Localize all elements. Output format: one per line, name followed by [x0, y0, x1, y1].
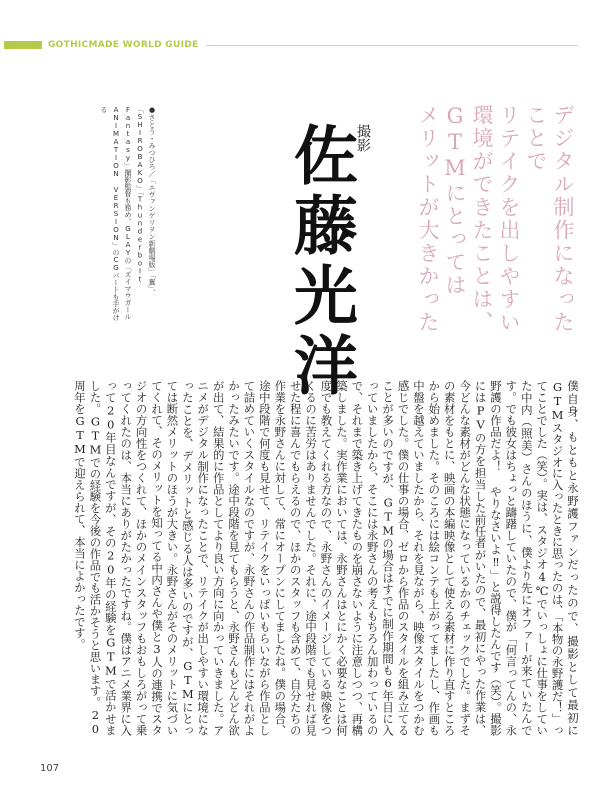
section-label: GOTHICMADE WORLD GUIDE	[48, 40, 199, 50]
article-body	[73, 380, 580, 736]
headline-line: メリットが大きかった	[416, 104, 440, 334]
header-accent-bar	[4, 41, 42, 49]
page-number: 107	[40, 763, 60, 774]
header-rule	[206, 45, 578, 46]
headline-line: デジタル制作になったことで	[524, 104, 575, 334]
headline-line: GTMにとっては	[443, 104, 467, 297]
profile-caption: ●さとう・みつひろ／「エヴァンゲリヲン新劇場版」「翼」、「SHIROBAKO」「Thunderbolt Fantasy」撮影監督も務め、GLAYの「ズイマウガール ANIMATION VERSION」のCGパートも手がける	[100, 106, 156, 321]
article-headline	[414, 104, 576, 336]
person-name: 佐藤光洋	[283, 122, 358, 402]
headline-line: 環境ができたことは、	[470, 104, 494, 334]
section-header	[0, 38, 600, 52]
role-label: 撮影	[355, 124, 371, 152]
headline-line: リテイクを出しやすい	[497, 104, 521, 334]
body-column-right: 僕自身、もともと永野護ファンだったので、撮影として最初にGTMスタジオに入ったときに思ったのは、「本物の永野護だ！」ってことでした（笑）。実は、スタジオ4℃でいっしょに仕事をしていた中内（照美）さんのほうに、僕より先にオファーが来ていたんです。でも彼女はちょっと躊躇していたので、僕が「何言ってんの、永野護の作品だよ！ やりなさいよ‼」と説得したんです（笑）。撮影にはPVの方を担当した前任者がいたので、最初にやった作業は、今どんな素材がどんな状態になっているかのチェックでした。まずその素材をもとに、映画の本編映像として使える素材に作り直すところから始めました。そのころには絵コンテも上がってましたし、作画も中盤を越えていましたから、それを見ながら、映像スタイルをつかむ感じでした。僕の仕事の場合、ゼロから作品のスタイルを組み立てることが多いのですが、GTMの場合はすでに制作期間も6年目に入っていましたから、そこには永野さんの考えもちろん加わっているので、それまで築き上げてきたものを崩さないように注意しつつ、再構築しました。実作業においては、永野さんはとにかく必要なことは何度でも教えてくれる方なので、永野さんのイメージしている映像をつくるのに苦労はありませんでした。それに、途中段階でも見せれば見せた程に喜んでもらえるので、ほかのスタッフも含めて、自分たちの作業を永野さんに対して、常にオープンにしてましたね。僕の場合、途中段階で何度も見せて、リテイクをいっぱいもらいながら作品として詰めていくスタイルなのですが、永野さんの作品制作にはそれがよかったみたいです。途中段階を見てもらうと、永野さんもどんどん欲が出て、結果的に作品としてより良い方向に向かっていきました。アニメがデジタル制作になったことで、リテイクが出しやすい環境になったことを、デメリットと感じる人は多いのですが、GTMにとっては断然メリットのほうが大きい。永野さんがそのメリットに気づいてくれて、そのメリットを知ってる中内さんや僕と3人の連携でスタジオの方向性をつくれて、ほかのメインスタッフもおもしろがって乗ってくれたのは、本当にありがたかったですね。僕はアニメ業界に入って20年目なんですが、その20年の経験をGTMで活かせました。GTMでの経験を今後の作品でも活かそうと思います。20周年をGTMで迎えられて、本当によかったです。	[73, 380, 580, 736]
